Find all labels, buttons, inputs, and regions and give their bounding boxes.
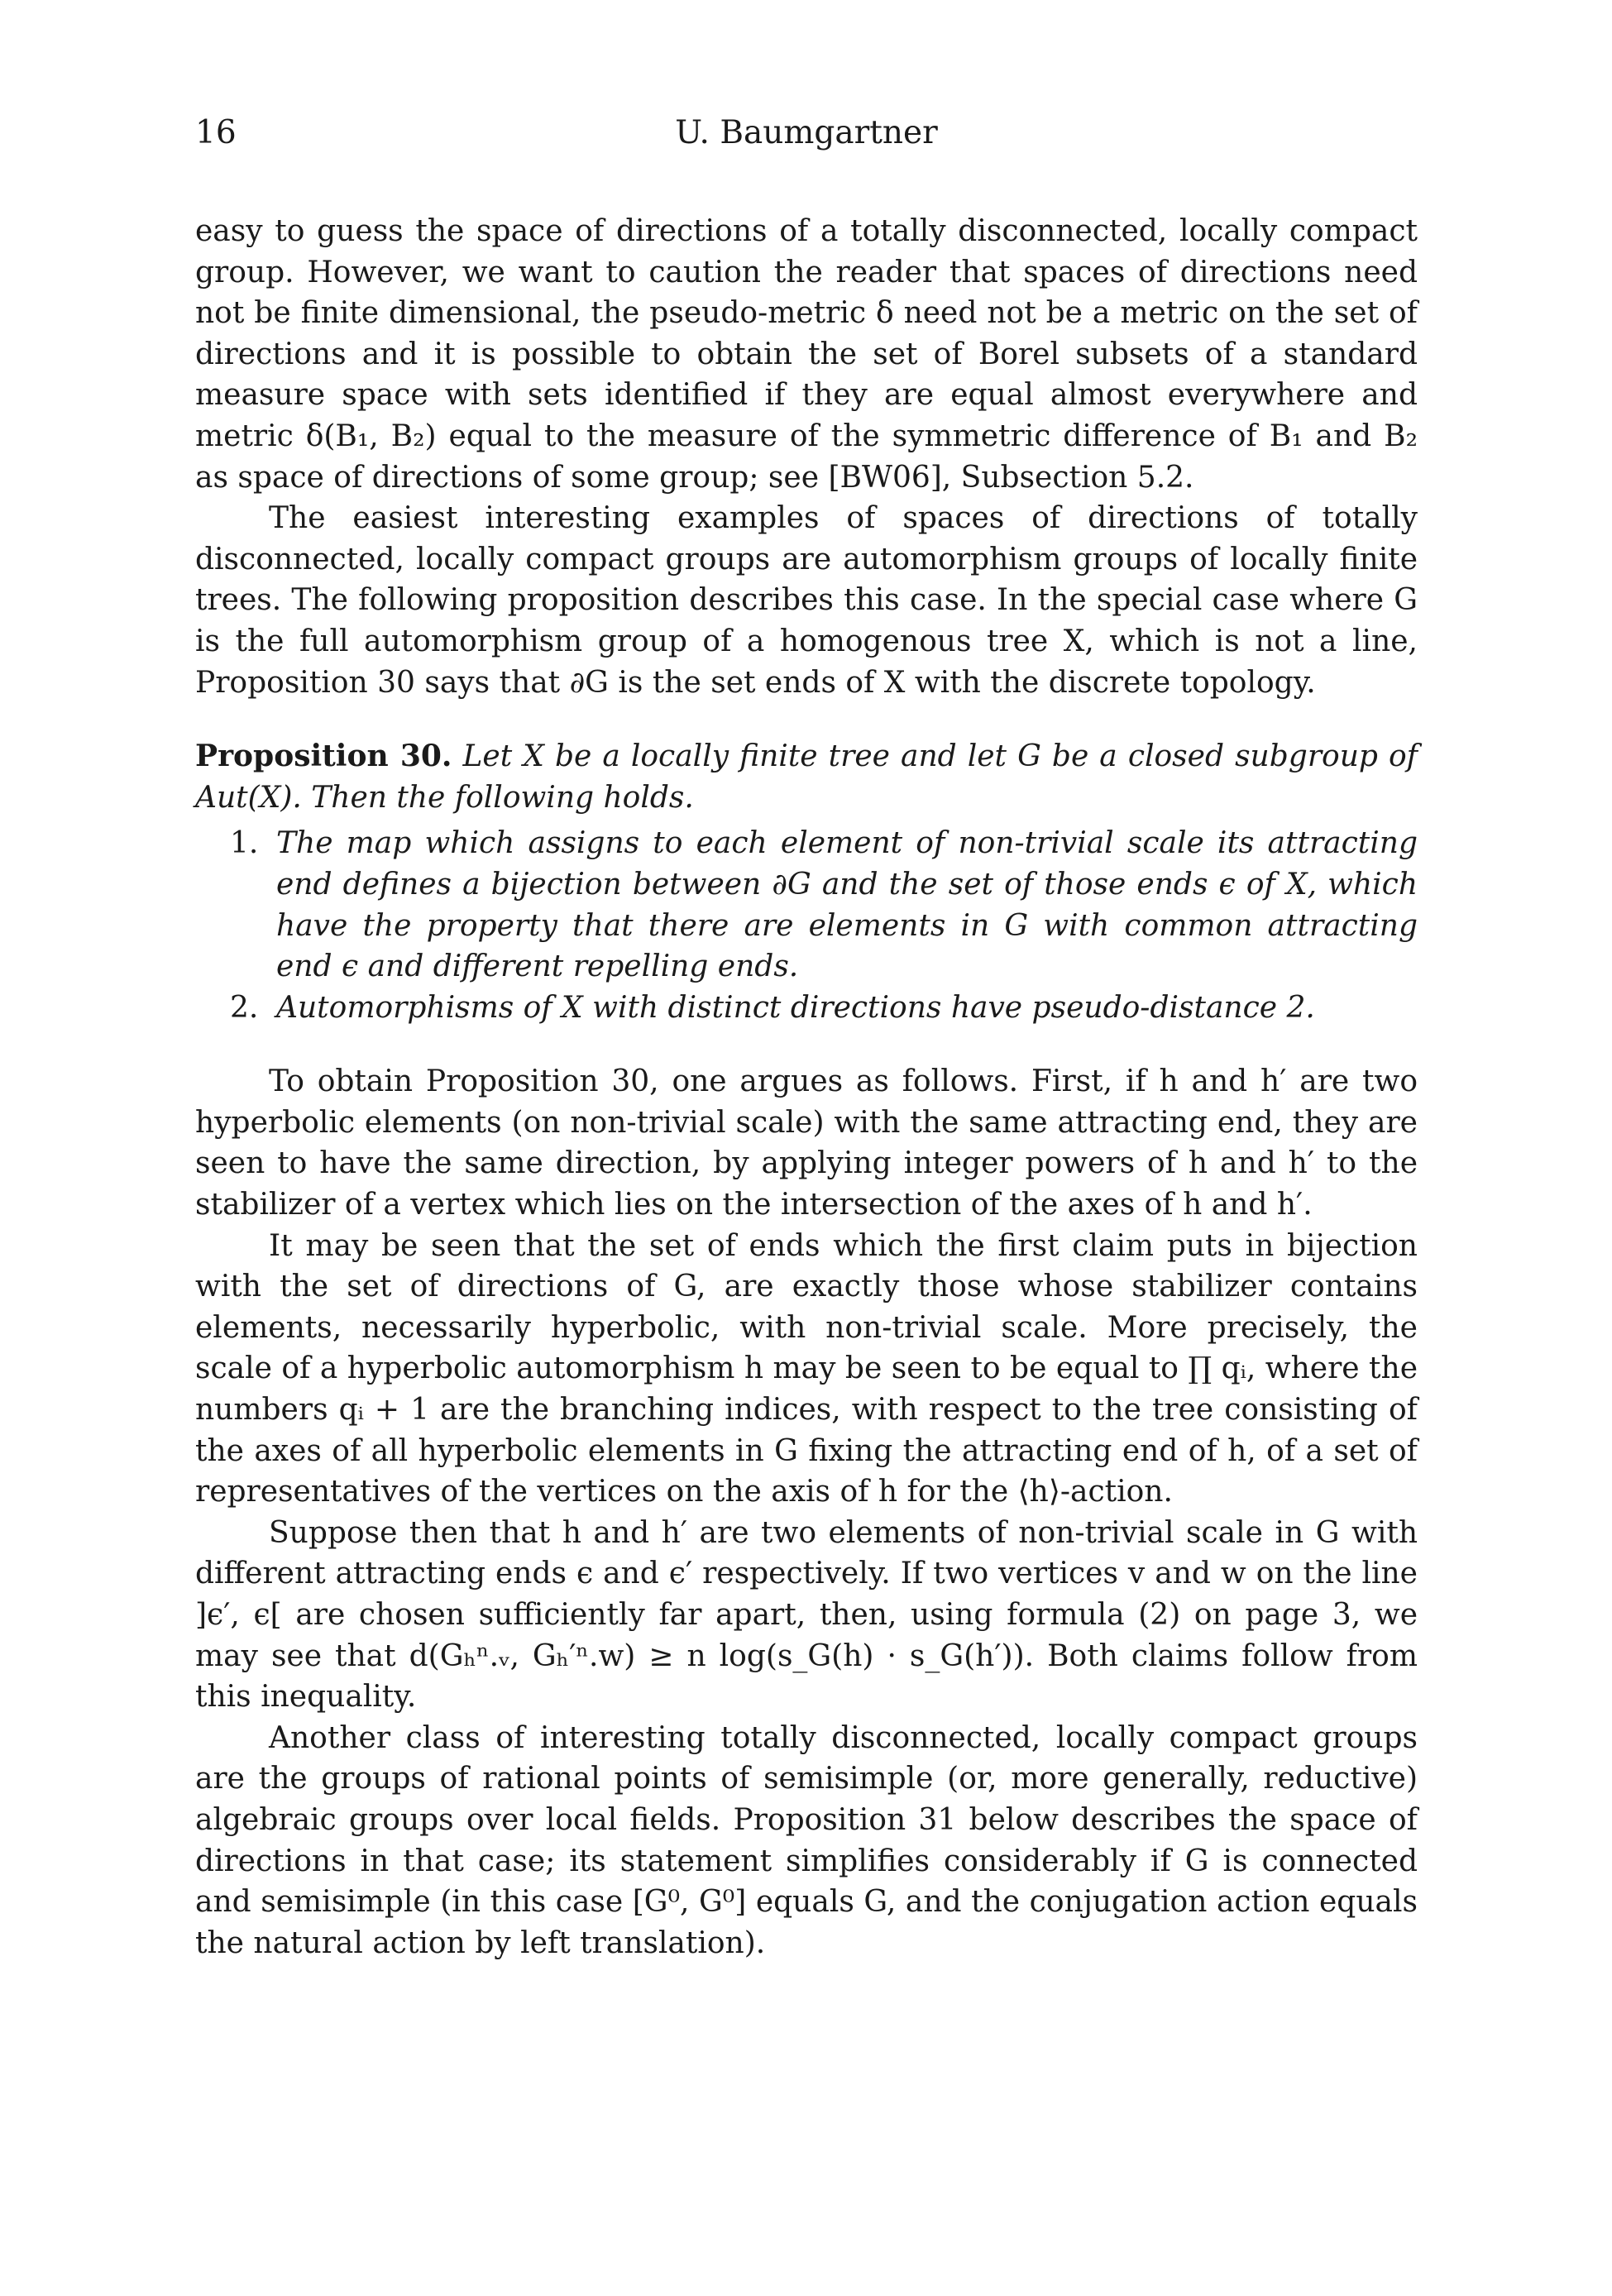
paragraph: easy to guess the space of directions of a totally disconnected, locally compact group. However, we want to caution the reader that spaces of directions need not be finite dimensional, the pseudo-metric δ need not be a metric on the set of directions and it is possible to obtain the set of Borel subsets of a standard measure space with sets identified if they are equal almost everywhere and metric δ(B₁, B₂) equal to the measure of the symmetric difference of B₁ and B₂ as space of directions of some group; see [BW06], Subsection 5.2. (195, 214, 1418, 495)
page-header (195, 114, 1418, 155)
proposition-text: Let X be a locally finite tree and let G be a closed subgroup of Aut(X). Then the following holds. (195, 739, 1418, 815)
proposition-list (195, 823, 1418, 1028)
page-number: 16 (195, 114, 237, 151)
list-item (195, 823, 1418, 987)
paragraph: To obtain Proposition 30, one argues as follows. First, if h and h′ are two hyperbolic elements (on non-trivial scale) with the same attracting end, they are seen to have the same direction, by applying integer powers of h and h′ to the stabilizer of a vertex which lies on the intersection of the axes of h and h′. (195, 1064, 1418, 1222)
paragraph: Another class of interesting totally disconnected, locally compact groups are the groups of rational points of semisimple (or, more generally, reductive) algebraic groups over local fields. Proposition 31 below describes the space of directions in that case; its statement simplifies considerably if G is connected and semisimple (in this case [G⁰, G⁰] equals G, and the conjugation action equals the natural action by left translation). (195, 1720, 1418, 1960)
proposition-statement (195, 736, 1418, 818)
running-title: U. Baumgartner (675, 114, 938, 151)
list-item-number: 2. (230, 990, 259, 1025)
body-text (195, 211, 1418, 1964)
paragraph: Suppose then that h and h′ are two elements of non-trivial scale in G with different attracting ends ϵ and ϵ′ respectively. If two vertices v and w on the line ]ϵ′, ϵ[ are chosen sufficiently far apart, then, using formula (2) on page 3, we may see that d(Gₕⁿ.ᵥ, Gₕ′ⁿ.w) ≥ n log(s_G(h) · s_G(h′)). Both claims follow from this inequality. (195, 1515, 1418, 1715)
paragraph: It may be seen that the set of ends which the first claim puts in bijection with the set of directions of G, are exactly those whose stabilizer contains elements, necessarily hyperbolic, with non-trivial scale. More precisely, the scale of a hyperbolic automorphism h may be seen to be equal to ∏ qᵢ, where the numbers qᵢ + 1 are the branching indices, with respect to the tree consisting of the axes of all hyperbolic elements in G fixing the attracting end of h, of a set of representatives of the vertices on the axis of h for the ⟨h⟩-action. (195, 1228, 1418, 1509)
proposition-label: Proposition 30. (195, 739, 452, 774)
list-item-text: The map which assigns to each element of non-trivial scale its attracting end defines a bijection between ∂G and the set of those ends ϵ of X, which have the property that there are elements in G with common attracting end ϵ and different repelling ends. (276, 826, 1418, 984)
list-item-text: Automorphisms of X with distinct directions have pseudo-distance 2. (276, 990, 1315, 1025)
list-item (195, 988, 1418, 1029)
list-item-number: 1. (230, 826, 259, 861)
paragraph: The easiest interesting examples of spaces of directions of totally disconnected, locally compact groups are automorphism groups of locally finite trees. The following proposition describes this case. In the special case where G is the full automorphism group of a homogenous tree X, which is not a line, Proposition 30 says that ∂G is the set ends of X with the discrete topology. (195, 501, 1418, 700)
